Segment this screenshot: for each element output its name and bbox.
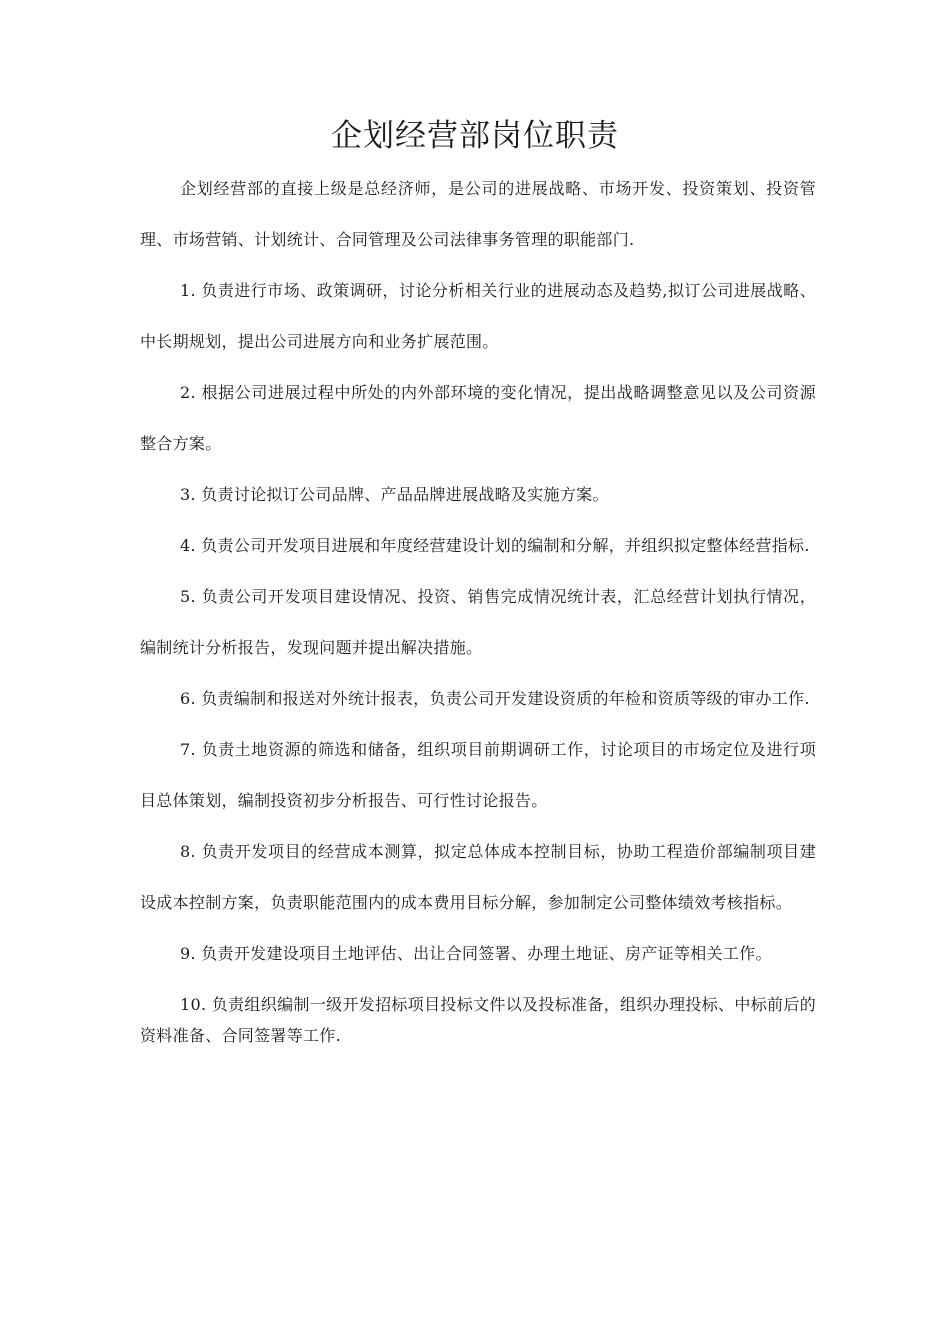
duty-item-9: 9. 负责开发建设项目土地评估、出让合同签署、办理土地证、房产证等相关工作。 — [180, 944, 772, 963]
duty-item-6: 6. 负责编制和报送对外统计报表，负责公司开发建设资质的年检和资质等级的审办工作. — [180, 689, 810, 708]
document-title: 企划经营部岗位职责 — [331, 118, 619, 154]
duty-item-1: 1. 负责进行市场、政策调研，讨论分析相关行业的进展动态及趋势,拟订公司进展战略、中长期规划，提出公司进展方向和业务扩展范围。 — [140, 281, 816, 351]
duty-item-4: 4. 负责公司开发项目进展和年度经营建设计划的编制和分解，并组织拟定整体经营指标. — [180, 536, 810, 555]
duty-item-7: 7. 负责土地资源的筛选和储备，组织项目前期调研工作，讨论项目的市场定位及进行项目总体策划，编制投资初步分析报告、可行性讨论报告。 — [140, 740, 816, 810]
document-body — [140, 163, 816, 1051]
intro-paragraph: 企划经营部的直接上级是总经济师，是公司的进展战略、市场开发、投资策划、投资管理、市场营销、计划统计、合同管理及公司法律事务管理的职能部门. — [140, 179, 816, 249]
duty-item-5: 5. 负责公司开发项目建设情况、投资、销售完成情况统计表，汇总经营计划执行情况，编制统计分析报告，发现问题并提出解决措施。 — [140, 587, 816, 657]
duty-item-2: 2. 根据公司进展过程中所处的内外部环境的变化情况，提出战略调整意见以及公司资源整合方案。 — [140, 383, 816, 453]
duty-item-8: 8. 负责开发项目的经营成本测算，拟定总体成本控制目标，协助工程造价部编制项目建设成本控制方案，负责职能范围内的成本费用目标分解，参加制定公司整体绩效考核指标。 — [140, 842, 816, 912]
duty-item-3: 3. 负责讨论拟订公司品牌、产品品牌进展战略及实施方案。 — [180, 485, 609, 504]
duty-item-10: 10. 负责组织编制一级开发招标项目投标文件以及投标准备，组织办理投标、中标前后的资料准备、合同签署等工作. — [140, 995, 816, 1045]
